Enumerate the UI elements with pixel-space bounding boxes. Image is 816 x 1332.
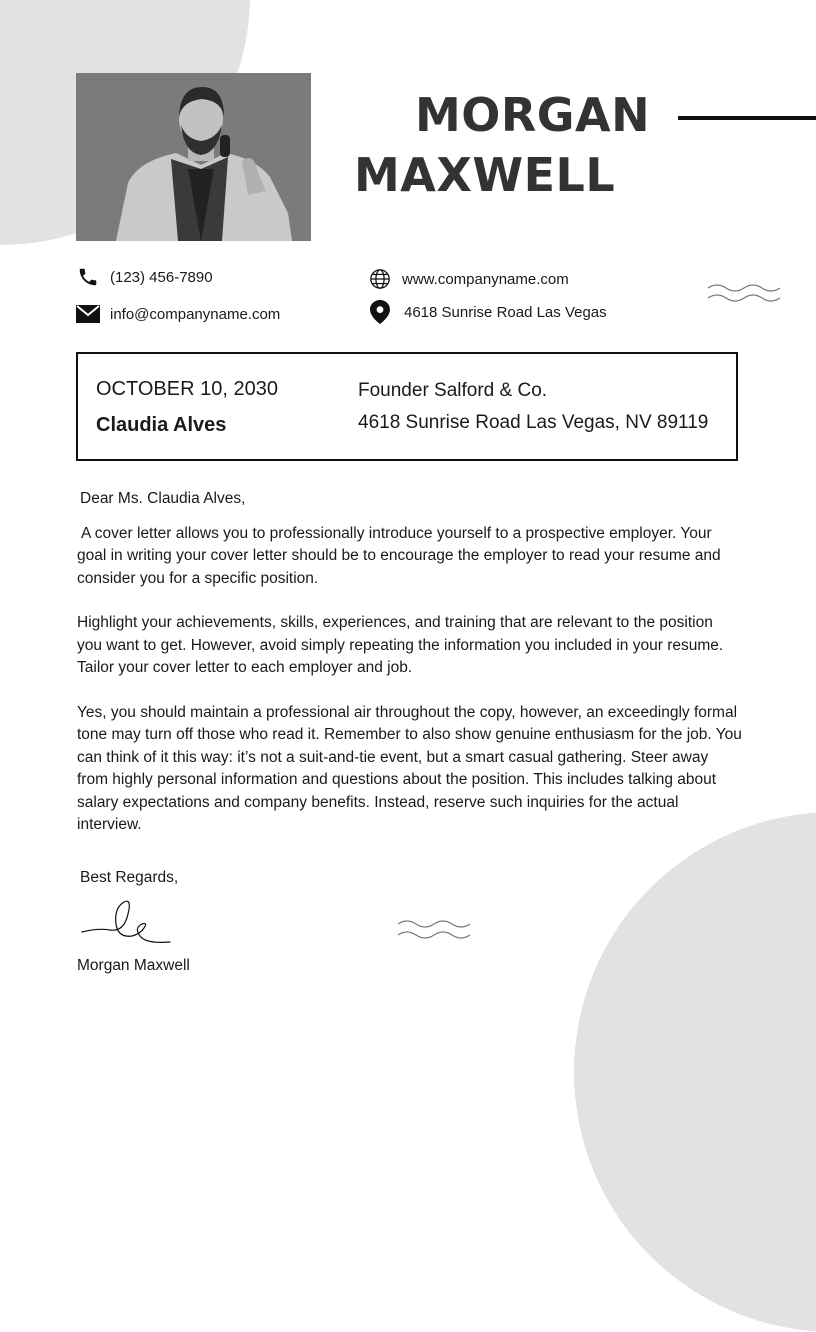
contact-website: [368, 267, 569, 291]
background-circle-bottom-right: [574, 812, 816, 1332]
paragraph-1: A cover letter allows you to professionally introduce yourself to a prospective employer. Your goal in writing your cover letter should be to encourage the employer to read your resume and consider you for a specific position.: [77, 524, 721, 587]
last-name: MAXWELL: [354, 148, 616, 202]
salutation: Dear Ms. Claudia Alves,: [80, 490, 246, 507]
recipient-address: 4618 Sunrise Road Las Vegas, NV 89119: [358, 412, 709, 433]
closing: Best Regards,: [80, 869, 179, 886]
paragraph-3: Yes, you should maintain a professional air throughout the copy, however, an exceedingly formal tone may turn off those who read it. Remember to also show genuine enthusiasm for the job. You can think of it this way: it’s not a suit-and-tie event, but a smart casual gathering. Steer away from highly personal information and questions about the position. This includes talking about salary expectations and company benefits. Instead, reserve such inquiries for the actual interview.: [77, 703, 742, 833]
header-rule: [678, 116, 816, 120]
location-pin-icon: [368, 300, 392, 324]
globe-icon: [368, 267, 392, 291]
website-text: www.companyname.com: [402, 270, 569, 288]
paragraph-2: Highlight your achievements, skills, experiences, and training that are relevant to the position you want to get. However, avoid simply repeating the information you included in your resume. Tailor your cover letter to each employer and job.: [77, 614, 724, 676]
first-name: MORGAN: [415, 88, 651, 142]
decorative-wave-top: [706, 282, 782, 304]
signer-name: Morgan Maxwell: [77, 957, 190, 974]
contact-email: [76, 302, 280, 326]
letter-date: OCTOBER 10, 2030: [96, 378, 278, 400]
contact-phone: [76, 265, 213, 289]
profile-photo: [76, 73, 311, 241]
address-text: 4618 Sunrise Road Las Vegas: [404, 303, 607, 321]
recipient-title: Founder Salford & Co.: [358, 380, 548, 401]
signature: [78, 892, 174, 948]
contact-address: [368, 300, 607, 324]
phone-icon: [76, 265, 100, 289]
envelope-icon: [76, 302, 100, 326]
recipient-name: Claudia Alves: [96, 414, 227, 436]
email-text: info@companyname.com: [110, 305, 281, 323]
decorative-wave-bottom: [396, 918, 472, 942]
recipient-info-box: [76, 352, 738, 461]
phone-text: (123) 456-7890: [110, 268, 213, 286]
letter-body: [77, 488, 742, 859]
